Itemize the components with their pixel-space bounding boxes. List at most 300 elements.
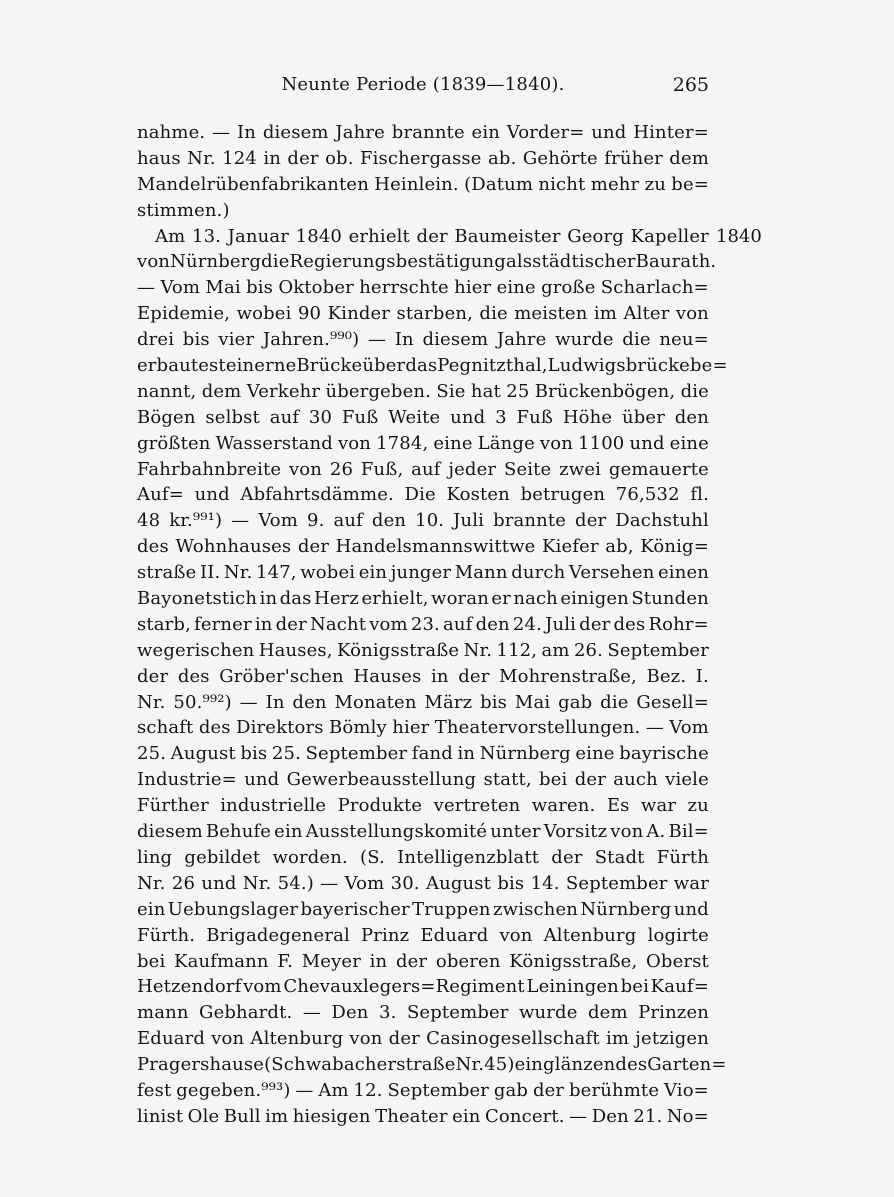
word: meisten [514,303,588,325]
word: Königsstraße, [509,950,638,972]
word: Kiefer [542,536,599,558]
word: jeder [448,458,497,480]
word: bis [240,743,268,765]
word: der [388,1028,420,1050]
word: hier [454,277,492,299]
word: ab. [488,147,517,169]
word: jetzigen [635,1028,709,1050]
text-line [137,353,728,379]
word: über [362,355,406,377]
word: No= [666,1105,709,1127]
word: dem [201,380,242,402]
word: in [254,613,273,635]
word: Königsstraße [337,639,460,661]
word: selbst [205,406,260,428]
word: 25. [271,743,301,765]
word: König= [640,536,709,558]
word: von [288,458,323,480]
word: auf [333,510,363,532]
text-line [137,224,709,250]
text-line [137,431,709,457]
word: berühmte [569,1079,660,1101]
word: der [287,147,319,169]
word: März [424,691,473,713]
text-line [137,897,709,923]
word: Direktors [236,717,324,739]
word: Vio= [663,1079,709,1101]
word: 13. [191,225,222,247]
word: August [170,743,236,765]
text-line [137,327,709,353]
word: Stunden [631,588,709,610]
word: Bayonetstich [137,588,258,610]
word: herrschte [359,277,449,299]
text-line [137,612,709,638]
word: Mai [205,277,241,299]
text-line: stimmen.) [137,199,230,221]
word: Bögen [137,406,196,428]
word: zu [687,795,709,817]
word: größten [137,432,211,454]
word: 1840 [295,225,343,247]
word: Fürth. [137,924,196,946]
word: Meyer [301,950,361,972]
word: von [539,432,573,454]
word: Chevauxlegers=Regiment [283,976,525,998]
word: von [349,1028,383,1050]
word: bayrische [619,743,709,765]
word: der [574,769,606,791]
text-line [137,690,709,716]
word: 26. [573,639,604,661]
word: unter [490,821,541,843]
word: in [263,147,282,169]
word: von [211,1028,245,1050]
word: Seite [503,458,552,480]
word: ein [471,122,500,143]
word: 147, [256,562,297,584]
word: 112, [496,639,538,661]
word: dem [669,147,709,169]
word: erhielt, [361,588,429,610]
word: am [541,639,570,661]
word: ling [137,846,173,868]
word: 124 [222,147,257,169]
word: Eduard [420,924,489,946]
word: der [137,665,169,687]
word: ferner [194,613,252,635]
text-line [137,508,709,534]
word: Nürnberg [479,743,571,765]
word: Vom [160,277,201,299]
text-line [137,275,709,301]
word: einen [658,562,709,584]
word: be= [689,355,728,377]
word: 25 [506,380,530,402]
word: auf [443,613,473,635]
word: Es [606,795,630,817]
word: ein [514,1054,544,1076]
word: Vom [669,717,709,739]
word: Ausstellungskomité [305,821,488,843]
word: Juli [453,510,485,532]
word: Gebhardt. [199,1002,293,1024]
word: Gesell= [636,691,709,713]
word: den [371,510,407,532]
text-line [137,379,709,405]
word: im [593,303,618,325]
word: Concert. [484,1105,565,1127]
word: der [532,1079,565,1101]
word: Pragershause [137,1054,265,1076]
word: und [244,769,280,791]
word: über [621,406,665,428]
word: der [395,950,428,972]
word: zwei [559,458,602,480]
word: Nr. [455,1054,485,1076]
word: Regierungsbestätigung [289,251,506,273]
word: Scharlach= [600,277,709,299]
word: Produkte [337,795,423,817]
word: von [499,924,533,946]
word: nicht [538,173,586,195]
word: drei [137,329,175,351]
word: Bil= [668,821,709,843]
word: er [491,588,511,610]
word: kr.⁹⁹¹) [169,510,223,532]
word: Prinz [360,924,410,946]
word: Dachstuhl [615,510,709,532]
word: bei [137,950,166,972]
word: Nacht [309,613,367,635]
word: Heinlein. [374,173,459,195]
word: bis [480,691,508,713]
word: Kapeller [630,225,709,247]
word: Jahre [496,329,547,351]
text-line [137,534,709,560]
text-line [137,949,709,975]
word: bis [497,872,525,894]
body-text [137,120,728,1130]
word: Intelligenzblatt [397,846,540,868]
text-line [137,845,709,871]
word: Alter [623,303,670,325]
word: in [457,743,476,765]
word: Altenburg [250,1028,344,1050]
word: September [565,872,668,894]
word: vertreten [433,795,521,817]
word: die [479,303,508,325]
text-line [137,482,709,508]
word: straße [137,562,197,584]
word: steinerne [209,355,297,377]
word: des [613,613,646,635]
word: Herz [313,588,360,610]
word: 90 [297,303,322,325]
word: Prinzen [638,1002,709,1024]
text-line [137,923,709,949]
word: in [369,950,388,972]
word: im [605,1028,630,1050]
word: gegeben.⁹⁹³) [176,1079,291,1101]
word: Stadt [594,846,645,868]
word: statt, [483,769,532,791]
word: von [675,303,709,325]
margin-year-note: 1840 [716,226,762,247]
word: Versehen [568,562,655,584]
word: wurde [519,1002,578,1024]
word: eine [496,277,536,299]
word: — [295,1079,314,1101]
word: Fahrbahnbreite [137,458,282,480]
word: 1784, [376,432,429,454]
word: des [198,717,231,739]
word: linist [137,1105,184,1127]
word: eine [433,432,473,454]
word: von [137,251,171,273]
text-line [137,405,709,431]
word: — [367,329,387,351]
text-line [137,120,709,146]
word: — [212,122,231,143]
word: 10. [415,510,445,532]
word: ein [452,1105,481,1127]
text-line [137,664,709,690]
word: Jahren.⁹⁹⁰) [262,329,360,351]
word: Bömly [329,717,387,739]
word: der [297,536,330,558]
word: — [231,510,250,532]
word: Ludwigsbrücke [547,355,690,377]
word: 76,532 [615,484,680,506]
word: — [569,1105,588,1127]
word: Gewerbeausstellung [286,769,477,791]
word: be= [671,173,709,195]
word: diesem [262,122,329,143]
word: In [237,122,257,143]
word: Nr. [463,639,493,661]
word: zwischen [493,898,579,920]
word: Sie [436,380,466,402]
word: waren. [531,795,596,817]
word: Kinder [327,303,391,325]
word: mann [137,1002,189,1024]
word: Epidemie, [137,303,231,325]
word: Ole [187,1105,220,1127]
header-title: Neunte Periode (1839—1840). [281,74,565,95]
word: die [622,329,651,351]
word: bei [620,976,649,998]
word: Brigadegeneral [206,924,350,946]
word: den [475,613,510,635]
word: Mohrenstraße, [499,665,637,687]
word: vom [243,976,282,998]
word: Casinogesellschaft [426,1028,600,1050]
word: — [320,872,339,894]
word: Bull [223,1105,261,1127]
word: 9. [307,510,325,532]
word: Vom [258,510,299,532]
running-header [137,74,709,104]
word: durch [511,562,566,584]
word: Juli [545,613,577,635]
word: Nr. [223,562,253,584]
word: Pegnitzthal, [437,355,548,377]
word: der [275,613,307,635]
word: eine [575,743,615,765]
word: und [591,122,627,143]
word: Fuß [341,406,379,428]
word: und [201,872,237,894]
word: früher [604,147,663,169]
word: erbaute [137,355,210,377]
word: Am [318,1079,349,1101]
text-line [137,819,709,845]
word: nahme. [137,122,206,143]
word: 24. [512,613,542,635]
word: wegerischen [137,639,255,661]
word: und [673,898,709,920]
word: starb, [137,613,191,635]
word: Nr. [137,872,166,894]
text-line [137,1000,709,1026]
word: die [261,251,290,273]
text-line [137,172,709,198]
word: auch [613,769,658,791]
word: neu= [659,329,709,351]
word: Hinter= [633,122,709,143]
word: eine [669,432,709,454]
word: Höhe [562,406,613,428]
word: in [431,665,449,687]
text-line [137,301,709,327]
word: Vom [344,872,385,894]
word: September [387,1079,490,1101]
word: junger [390,562,452,584]
word: Kosten [446,484,510,506]
word: I. [695,665,709,687]
word: Eduard [137,1028,206,1050]
word: der [579,613,611,635]
text-line [137,1078,709,1104]
text-line [137,974,709,1000]
word: viele [665,769,709,791]
word: Garten= [647,1054,727,1076]
word: Nr. [137,691,166,713]
word: A. [646,821,666,843]
word: 26 [329,458,354,480]
word: diesem [137,821,203,843]
word: den [292,691,327,713]
word: glänzendes [543,1054,648,1076]
word: Handelsmannswittwe [335,536,536,558]
word: ab, [605,536,634,558]
word: Theater [375,1105,448,1127]
word: Abfahrtsdämme. [240,484,394,506]
word: dem [587,1002,628,1024]
word: Kauf= [650,976,709,998]
word: Auf= [137,484,184,506]
word: vier [218,329,255,351]
word: nach [513,588,558,610]
word: wurde [555,329,614,351]
word: — [645,717,664,739]
word: August [425,872,492,894]
word: ein [274,821,303,843]
word: vom [369,613,408,635]
word: die [600,691,629,713]
word: Baurath. [635,251,717,273]
word: fand [411,743,453,765]
word: einigen [560,588,629,610]
word: Kaufmann [174,950,269,972]
word: Rohr= [648,613,709,635]
word: Industrie= [137,769,237,791]
word: ein [358,562,388,584]
word: des [137,536,169,558]
word: Fischergasse [360,147,482,169]
word: 54.) [277,872,314,894]
word: war [673,872,709,894]
word: 21. [633,1105,663,1127]
word: hat [470,380,501,402]
word: brannte [391,122,465,143]
word: Jahre [335,122,385,143]
word: das [405,355,438,377]
word: F. [277,950,294,972]
word: woran [431,588,489,610]
word: war [640,795,677,817]
word: schaft [137,717,194,739]
text-line [137,767,709,793]
word: des [177,665,210,687]
word: logirte [647,924,709,946]
word: Den [591,1105,629,1127]
word: Theatervorstellungen. [434,717,641,739]
word: Wasserstand [215,432,333,454]
page-number: 265 [672,74,709,96]
word: (Datum [464,173,534,195]
word: Altenburg [543,924,637,946]
word: übergeben. [325,380,432,402]
word: haus [137,147,181,169]
word: Hauses, [258,639,333,661]
text-line [137,638,709,664]
word: in [259,588,278,610]
text-line [137,741,709,767]
word: nannt, [137,380,197,402]
word: Verkehr [246,380,321,402]
text-line [137,457,709,483]
word: erhielt [348,225,410,247]
word: Länge [477,432,535,454]
word: wobei [236,303,292,325]
word: der [551,846,583,868]
word: Leiningen [526,976,619,998]
word: Die [404,484,436,506]
word: bis [182,329,210,351]
word: Gröber'schen [219,665,344,687]
word: mehr [590,173,640,195]
text-line [137,793,709,819]
word: von [610,821,644,843]
word: worden. [272,846,348,868]
word: industrielle [220,795,327,817]
word: Gehörte [522,147,598,169]
word: (Schwabacherstraße [264,1054,456,1076]
word: 30. [390,872,420,894]
word: betrugen [520,484,606,506]
